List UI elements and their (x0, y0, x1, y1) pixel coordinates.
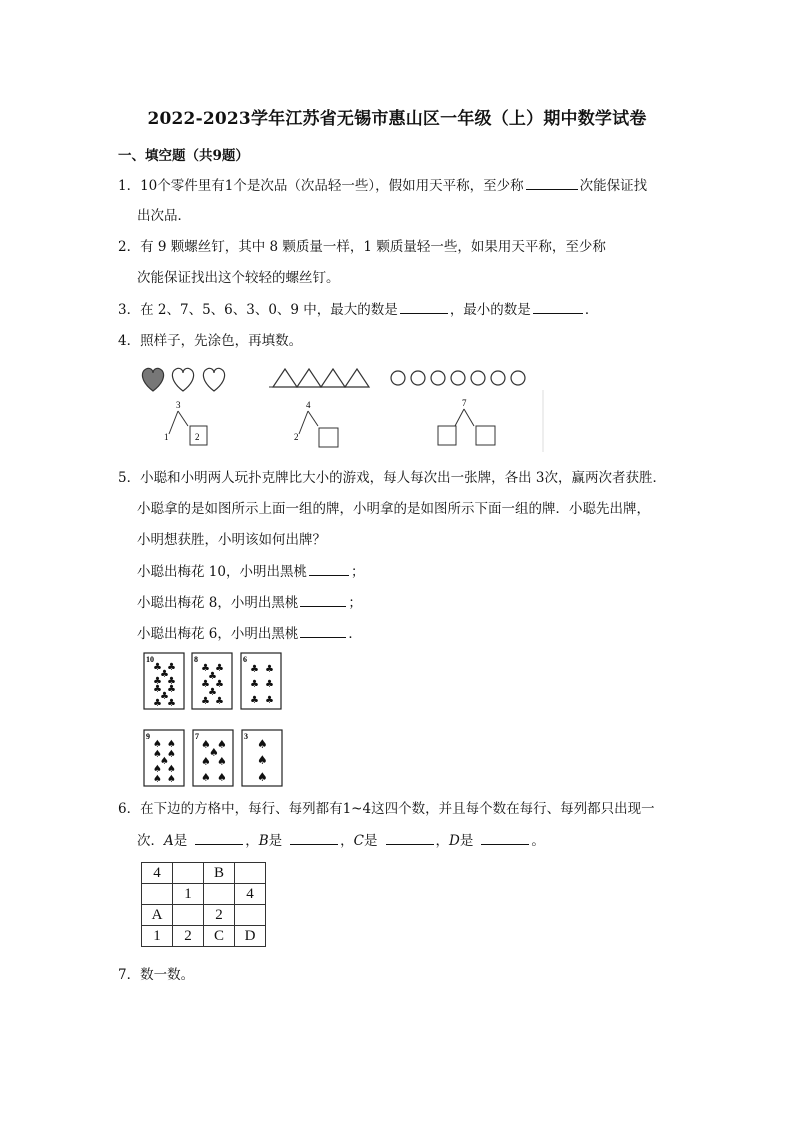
question-5 (118, 469, 666, 487)
grid-cell (142, 884, 173, 905)
question-number: 2． (118, 239, 141, 255)
card-spade-3 (241, 729, 283, 787)
grid-cell: 2 (204, 905, 235, 926)
triangle-icon[interactable] (321, 369, 345, 387)
answer-blank[interactable] (533, 300, 583, 314)
circle-icon[interactable] (431, 371, 445, 385)
svg-text:♠: ♠ (167, 774, 176, 785)
var-label: B (258, 833, 269, 849)
triangle-icon[interactable] (345, 369, 369, 387)
svg-text:♠: ♠ (257, 737, 268, 751)
card-rank: 10 (146, 655, 154, 664)
question-1-cont: 出次品． (137, 208, 191, 224)
bond-total: 3 (176, 400, 181, 410)
grid-row (142, 863, 266, 884)
svg-text:♣: ♣ (250, 695, 259, 706)
question-text: ，最小的数是 (449, 302, 531, 318)
question-5-play1 (137, 562, 364, 581)
grid-cell: 4 (235, 884, 266, 905)
svg-text:♣: ♣ (215, 696, 224, 707)
number-grid (141, 862, 266, 947)
svg-text:♣: ♣ (167, 698, 176, 709)
svg-text:♣: ♣ (201, 663, 210, 674)
question-text: 次． (137, 833, 164, 849)
question-text: 在下边的方格中，每行、每列都有1~4这四个数，并且每个数在每行、每列都只出现一 (140, 801, 655, 817)
question-text: 照样子，先涂色，再填数。 (140, 333, 303, 349)
svg-text:♣: ♣ (265, 695, 274, 706)
card-rank: 8 (194, 655, 198, 664)
question-text: 次能保证找 (579, 178, 648, 194)
number-bond (164, 400, 207, 445)
question-number: 6． (118, 801, 141, 817)
question-text: 小聪和小明两人玩扑克牌比大小的游戏，每人每次出一张牌，各出 3次，赢两次者获胜． (140, 470, 666, 486)
svg-text:♠: ♠ (153, 739, 162, 750)
heart-icon[interactable] (203, 368, 224, 391)
svg-text:♠: ♠ (201, 738, 211, 751)
svg-text:♣: ♣ (250, 679, 259, 690)
var-label: A (164, 833, 174, 849)
grid-cell: 1 (142, 926, 173, 947)
question-6 (118, 800, 655, 818)
svg-text:♠: ♠ (167, 739, 176, 750)
svg-text:♣: ♣ (208, 671, 217, 682)
circle-icon[interactable] (451, 371, 465, 385)
sep: ， (340, 833, 354, 849)
circle-icon[interactable] (471, 371, 485, 385)
answer-blank[interactable] (300, 593, 346, 607)
svg-text:♠: ♠ (257, 770, 268, 784)
question-number: 7． (118, 967, 141, 983)
svg-text:♣: ♣ (153, 676, 162, 687)
svg-text:♣: ♣ (265, 664, 274, 675)
question-4 (118, 332, 302, 350)
svg-text:♣: ♣ (208, 687, 217, 698)
answer-blank-c[interactable] (386, 831, 434, 845)
sep: 。 (531, 833, 545, 849)
svg-text:♠: ♠ (257, 753, 268, 767)
svg-text:♠: ♠ (167, 764, 176, 775)
svg-text:♣: ♣ (265, 679, 274, 690)
number-bond (294, 400, 338, 447)
card-spade-7 (192, 729, 234, 787)
grid-cell: C (204, 926, 235, 947)
heart-icon (142, 368, 163, 391)
var-label: D (449, 833, 460, 849)
circle-icon[interactable] (411, 371, 425, 385)
question-text: 有 9 颗螺丝钉，其中 8 颗质量一样，1 颗质量轻一些，如果用天平称，至少称 (140, 239, 606, 255)
grid-row (142, 926, 266, 947)
svg-text:♣: ♣ (160, 669, 169, 680)
svg-text:♠: ♠ (201, 771, 211, 784)
grid-cell: 4 (142, 863, 173, 884)
coloring-figure (138, 360, 548, 455)
grid-cell: D (235, 926, 266, 947)
grid-cell: 2 (173, 926, 204, 947)
play-text: 小聪出梅花 8，小明出黑桃 (137, 595, 299, 611)
answer-blank[interactable] (309, 562, 349, 576)
svg-text:♣: ♣ (153, 684, 162, 695)
svg-text:♠: ♠ (217, 738, 227, 751)
grid-cell: 1 (173, 884, 204, 905)
card-rank: 7 (195, 732, 199, 741)
question-6-line2 (137, 831, 545, 850)
triangle-icon[interactable] (297, 369, 321, 387)
question-1 (118, 176, 647, 195)
svg-text:♠: ♠ (209, 746, 219, 759)
var-label: C (353, 833, 365, 849)
grid-cell: B (204, 863, 235, 884)
section-heading: 一、填空题（共9题） (118, 148, 249, 164)
grid-row (142, 884, 266, 905)
svg-text:♠: ♠ (217, 771, 227, 784)
grid-cell (235, 905, 266, 926)
grid-cell (173, 863, 204, 884)
question-text: 在 2、7、5、6、3、0、9 中，最大的数是 (140, 302, 398, 318)
is-text: 是 (268, 833, 283, 849)
svg-text:♣: ♣ (167, 676, 176, 687)
svg-text:♣: ♣ (167, 662, 176, 673)
svg-text:♠: ♠ (201, 755, 211, 768)
grid-cell (173, 905, 204, 926)
play-end: ． (348, 626, 362, 642)
play-end: ； (350, 564, 365, 580)
svg-text:♣: ♣ (215, 679, 224, 690)
question-number: 4． (118, 333, 141, 349)
svg-text:♣: ♣ (153, 698, 162, 709)
question-number: 3． (118, 302, 141, 318)
bond-part: 2 (195, 432, 200, 442)
answer-blank-a[interactable] (195, 831, 243, 845)
question-2 (118, 238, 606, 256)
answer-blank[interactable] (526, 176, 578, 190)
svg-text:♠: ♠ (167, 749, 176, 760)
answer-box[interactable] (438, 426, 456, 445)
heart-icon (172, 368, 193, 391)
question-3 (118, 300, 598, 319)
grid-cell (235, 863, 266, 884)
is-text: 是 (364, 833, 378, 849)
sep: ， (245, 833, 259, 849)
answer-blank-d[interactable] (481, 831, 529, 845)
play-end: ； (348, 595, 362, 611)
svg-text:♠: ♠ (153, 749, 162, 760)
answer-blank-b[interactable] (290, 831, 338, 845)
grid-cell: A (142, 905, 173, 926)
card-club-10 (143, 652, 185, 710)
card-club-8 (191, 652, 233, 710)
question-5-line3: 小明想获胜，小明该如何出牌？ (137, 532, 326, 548)
card-rank: 6 (243, 655, 247, 664)
card-rank: 3 (244, 732, 248, 741)
circle-icon[interactable] (391, 371, 405, 385)
answer-blank[interactable] (300, 624, 346, 638)
svg-text:♣: ♣ (201, 679, 210, 690)
svg-text:♣: ♣ (153, 662, 162, 673)
svg-text:♣: ♣ (167, 684, 176, 695)
circle-icon[interactable] (491, 371, 505, 385)
question-2-cont: 次能保证找出这个较轻的螺丝钉。 (137, 270, 340, 286)
circle-icon[interactable] (511, 371, 525, 385)
question-text: 数一数。 (140, 967, 195, 983)
number-bond (438, 398, 495, 445)
grid-cell (204, 884, 235, 905)
question-number: 5． (118, 470, 141, 486)
play-text: 小聪出梅花 6，小明出黑桃 (137, 626, 299, 642)
svg-text:♠: ♠ (160, 756, 169, 767)
sep: ， (435, 833, 450, 849)
svg-text:♣: ♣ (160, 691, 169, 702)
bond-total: 7 (462, 398, 467, 408)
svg-text:♠: ♠ (153, 764, 162, 775)
answer-box[interactable] (319, 428, 338, 447)
bond-part: 2 (294, 432, 299, 442)
triangle-icon[interactable] (273, 369, 297, 387)
card-spade-9 (143, 729, 185, 787)
bond-part: 1 (164, 432, 169, 442)
card-club-6 (240, 652, 282, 710)
svg-text:♣: ♣ (201, 696, 210, 707)
bond-total: 4 (306, 400, 311, 410)
answer-blank[interactable] (400, 300, 448, 314)
question-text: 10个零件里有1个是次品（次品轻一些），假如用天平称，至少称 (140, 178, 524, 194)
svg-text:♠: ♠ (217, 755, 227, 768)
svg-text:♠: ♠ (153, 774, 162, 785)
is-text: 是 (173, 833, 188, 849)
is-text: 是 (459, 833, 474, 849)
question-5-play2 (137, 593, 362, 612)
play-text: 小聪出梅花 10，小明出黑桃 (137, 564, 307, 580)
svg-text:♣: ♣ (250, 664, 259, 675)
card-rank: 9 (146, 732, 150, 741)
question-text: ． (584, 302, 599, 318)
grid-row (142, 905, 266, 926)
answer-box[interactable] (476, 426, 495, 445)
page-title: 2022-2023学年江苏省无锡市惠山区一年级（上）期中数学试卷 (147, 109, 647, 129)
question-5-line2: 小聪拿的是如图所示上面一组的牌，小明拿的是如图所示下面一组的牌．小聪先出牌， (137, 501, 650, 517)
question-7 (118, 966, 194, 984)
question-5-play3 (137, 624, 362, 643)
question-number: 1． (118, 178, 141, 194)
svg-text:♣: ♣ (215, 663, 224, 674)
